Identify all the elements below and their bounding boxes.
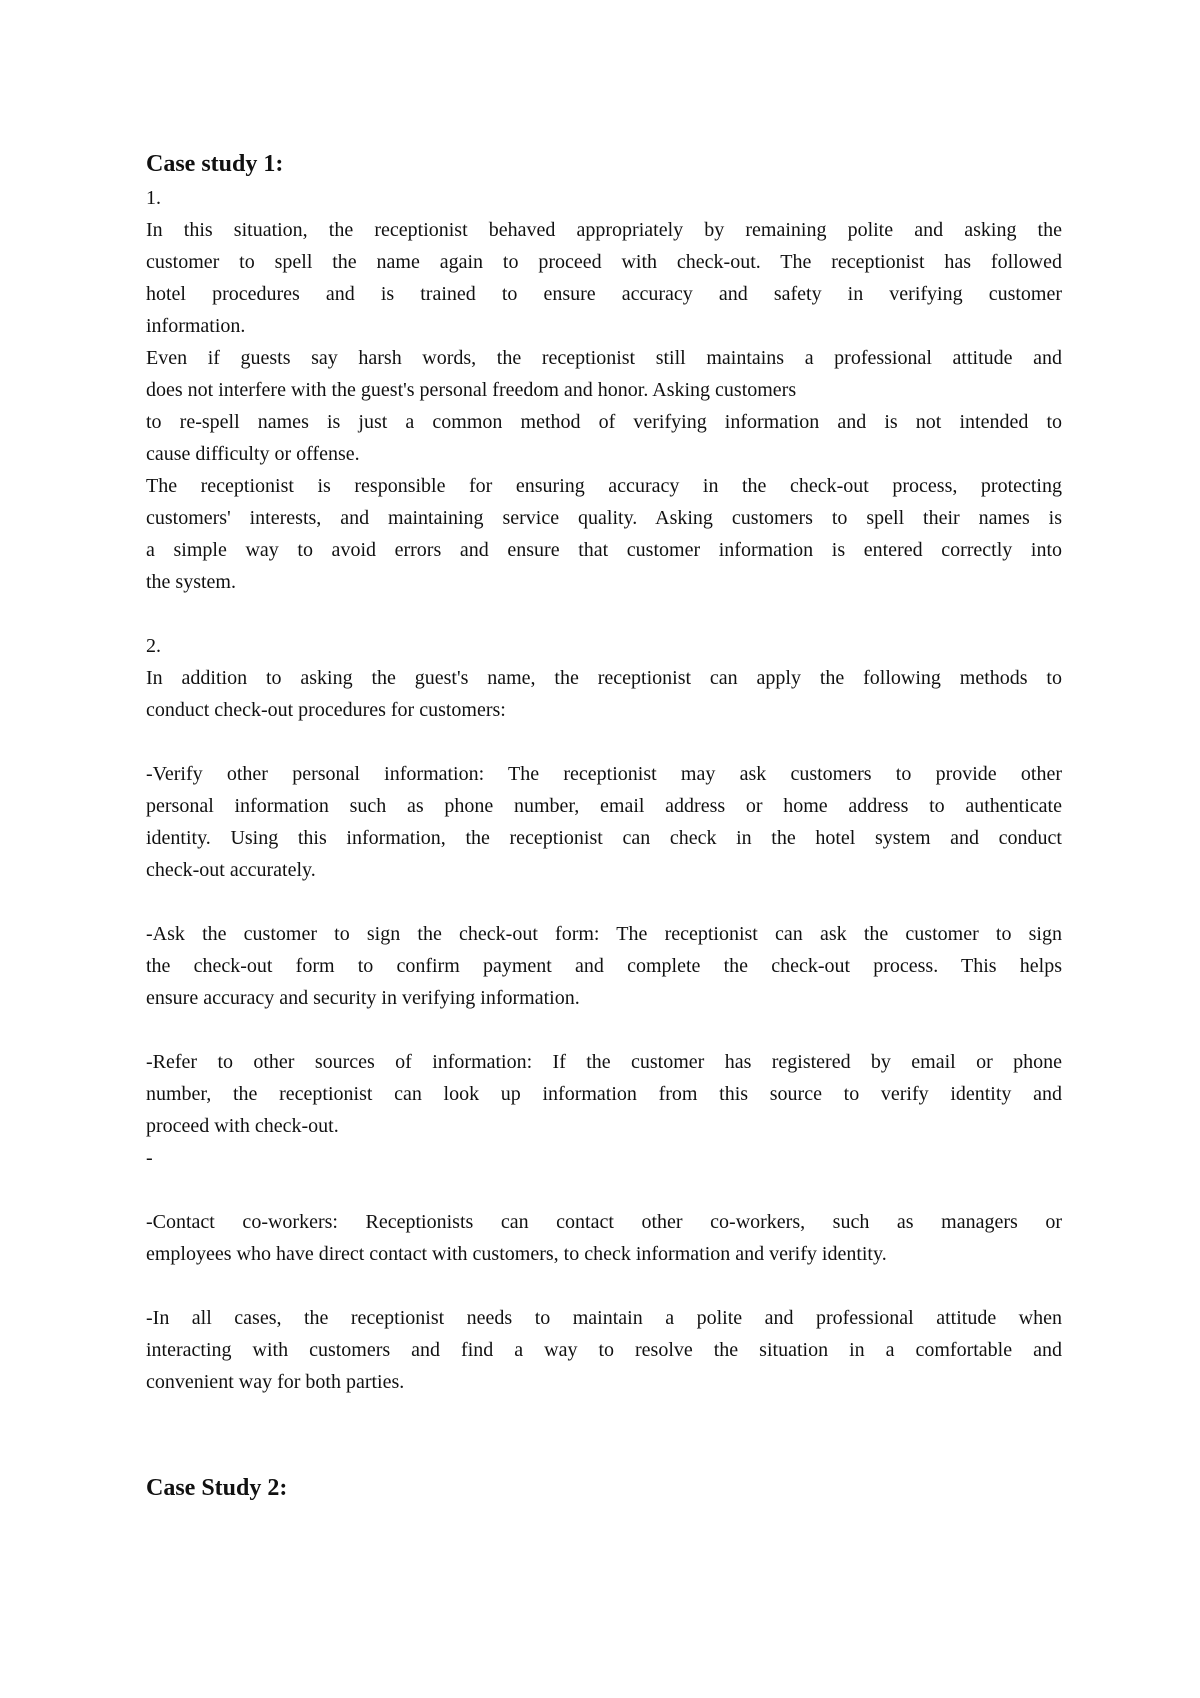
paragraph-line: the system. [146,571,236,593]
question-2-number: 2. [146,635,161,657]
paragraph-line: conduct check-out procedures for customers: [146,699,506,721]
paragraph-line: In this situation, the receptionist behaved appropriately by remaining polite and asking the [146,219,1062,241]
dash-line: - [146,1147,153,1169]
bullet-line: employees who have direct contact with customers, to check information and verify identity. [146,1243,887,1265]
bullet-line: interacting with customers and find a way to resolve the situation in a comfortable and [146,1339,1062,1361]
paragraph-line: In addition to asking the guest's name, the receptionist can apply the following methods to [146,667,1062,689]
paragraph-line: The receptionist is responsible for ensuring accuracy in the check-out process, protecting [146,475,1062,497]
paragraph-line: hotel procedures and is trained to ensure accuracy and safety in verifying customer [146,283,1062,305]
bullet-line: convenient way for both parties. [146,1371,405,1393]
bullet-line: -Verify other personal information: The receptionist may ask customers to provide other [146,763,1062,785]
bullet-line: personal information such as phone number, email address or home address to authenticate [146,795,1062,817]
question-1-number: 1. [146,187,161,209]
bullet-line: -In all cases, the receptionist needs to maintain a polite and professional attitude when [146,1307,1062,1329]
bullet-line: the check-out form to confirm payment and complete the check-out process. This helps [146,955,1062,977]
paragraph-line: a simple way to avoid errors and ensure that customer information is entered correctly into [146,539,1062,561]
paragraph-line: information. [146,315,246,337]
case-study-1-heading: Case study 1: [146,151,284,177]
paragraph-line: cause difficulty or offense. [146,443,360,465]
bullet-line: -Ask the customer to sign the check-out form: The receptionist can ask the customer to sign [146,923,1062,945]
bullet-line: proceed with check-out. [146,1115,339,1137]
bullet-line: -Refer to other sources of information: If the customer has registered by email or phone [146,1051,1062,1073]
bullet-line: -Contact co-workers: Receptionists can contact other co-workers, such as managers or [146,1211,1062,1233]
bullet-line: check-out accurately. [146,859,316,881]
paragraph-line: customers' interests, and maintaining service quality. Asking customers to spell their names is [146,507,1062,529]
case-study-2-heading: Case Study 2: [146,1475,288,1501]
paragraph-line: to re-spell names is just a common method of verifying information and is not intended to [146,411,1062,433]
bullet-line: ensure accuracy and security in verifying information. [146,987,580,1009]
bullet-line: number, the receptionist can look up information from this source to verify identity and [146,1083,1062,1105]
paragraph-line: does not interfere with the guest's personal freedom and honor. Asking customers [146,379,797,401]
paragraph-line: customer to spell the name again to proceed with check-out. The receptionist has followed [146,251,1062,273]
paragraph-line: Even if guests say harsh words, the receptionist still maintains a professional attitude and [146,347,1062,369]
bullet-line: identity. Using this information, the receptionist can check in the hotel system and conduct [146,827,1062,849]
